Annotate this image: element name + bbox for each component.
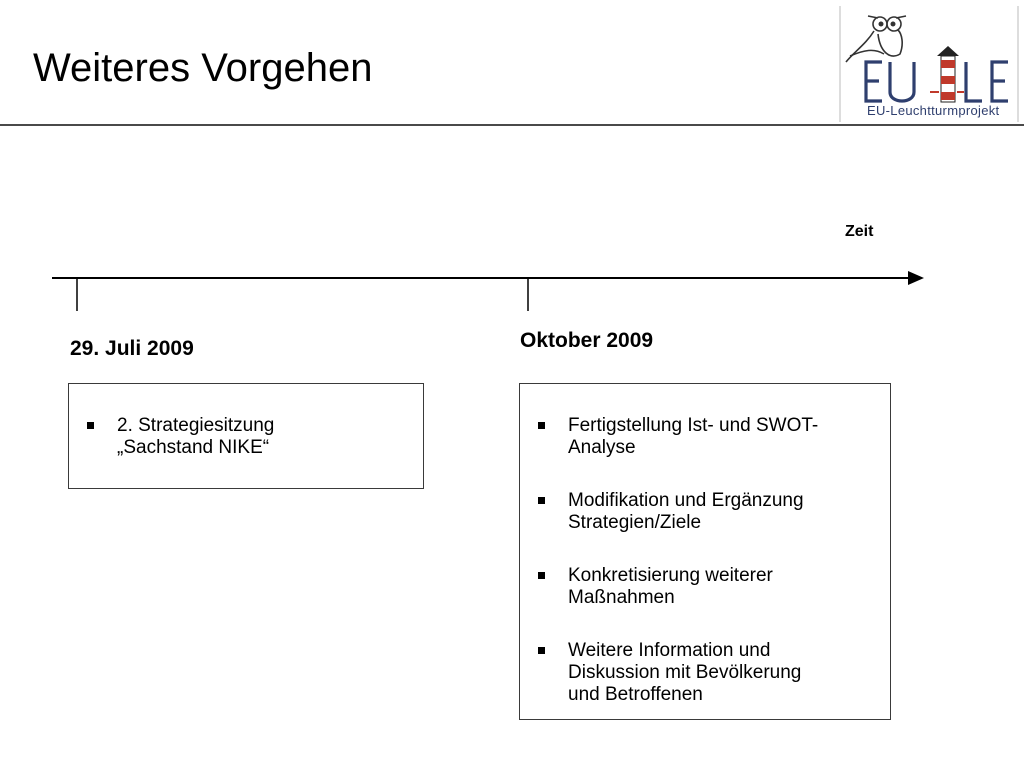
square-bullet-icon bbox=[538, 497, 545, 504]
square-bullet-icon bbox=[538, 572, 545, 579]
header-divider bbox=[0, 124, 1024, 126]
page-title: Weiteres Vorgehen bbox=[33, 46, 373, 90]
list-item-line: Analyse bbox=[568, 437, 636, 458]
list-item-line: Diskussion mit Bevölkerung bbox=[568, 662, 802, 683]
timeline-axis-label: Zeit bbox=[845, 223, 874, 240]
list-item-line: Maßnahmen bbox=[568, 587, 675, 608]
list-item-line: 2. Strategiesitzung bbox=[117, 415, 275, 436]
list-item bbox=[520, 415, 890, 459]
milestone-date-1: 29. Juli 2009 bbox=[70, 337, 194, 360]
list-item bbox=[520, 640, 890, 706]
list-item bbox=[69, 415, 423, 459]
list-item-line: „Sachstand NIKE“ bbox=[117, 437, 270, 458]
list-item bbox=[520, 565, 890, 609]
list-item bbox=[520, 490, 890, 534]
logo-tagline: EU-Leuchtturmprojekt bbox=[867, 103, 1000, 118]
milestone-box-1 bbox=[68, 383, 424, 489]
list-item-line: Modifikation und Ergänzung bbox=[568, 490, 804, 511]
timeline-axis bbox=[52, 268, 932, 316]
list-item-line: Fertigstellung Ist- und SWOT- bbox=[568, 415, 819, 436]
square-bullet-icon bbox=[87, 422, 94, 429]
square-bullet-icon bbox=[538, 647, 545, 654]
list-item-line: Strategien/Ziele bbox=[568, 512, 702, 533]
square-bullet-icon bbox=[538, 422, 545, 429]
list-item-line: Konkretisierung weiterer bbox=[568, 565, 773, 586]
milestone-list-1 bbox=[69, 384, 423, 459]
milestone-box-2 bbox=[519, 383, 891, 720]
milestone-list-2 bbox=[520, 384, 890, 706]
list-item-line: und Betroffenen bbox=[568, 684, 703, 705]
milestone-date-2: Oktober 2009 bbox=[520, 329, 654, 352]
timeline-arrow-icon bbox=[908, 271, 924, 285]
list-item-line: Weitere Information und bbox=[568, 640, 771, 661]
